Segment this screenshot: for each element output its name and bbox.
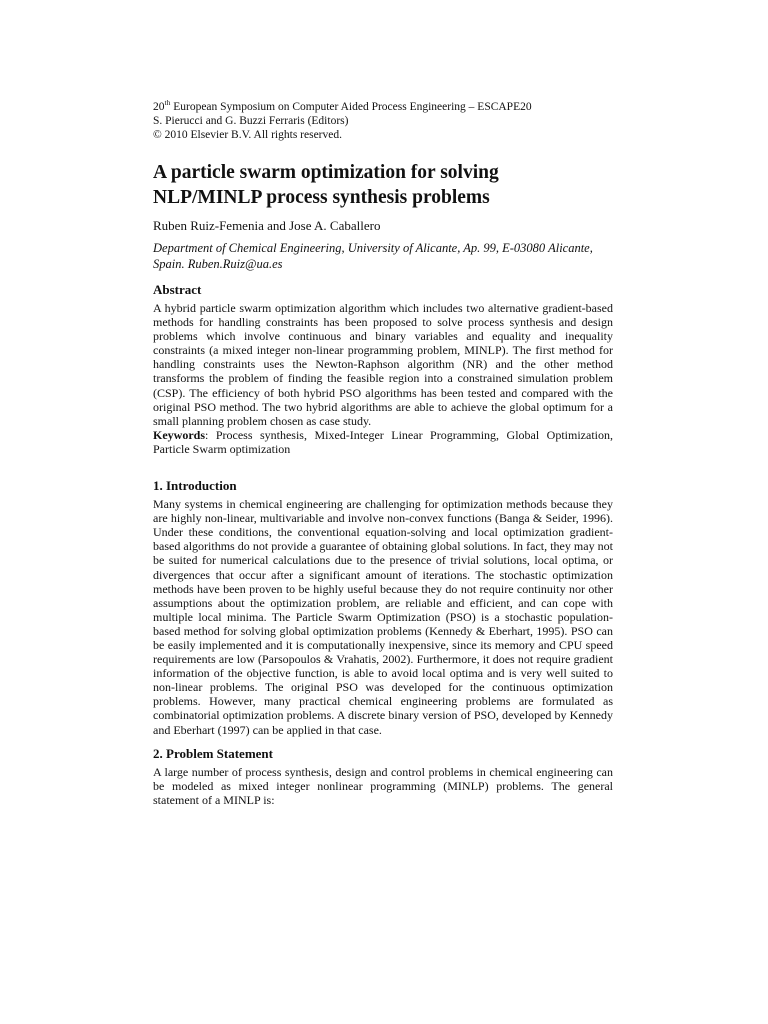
introduction-text: Many systems in chemical engineering are challenging for optimization methods because they are highly non-linear, multivariable and involve non-convex functions (Banga & Seider, 1996). Under these conditions, the conventional equation-solving and local optimization gradient-based algorithms do not provide a guarantee of obtaining global solutions. In fact, they may not be suited for numerical calculations due to the presence of trivial solutions, local optima, or divergences that occur after a significant amount of iterations. The stochastic optimization methods have been proven to be highly useful because they do not require continuity nor other assumptions about the optimization problem, are reliable and efficient, and can cope with multiple local minima. The Particle Swarm Optimization (PSO) is a stochastic population-based method for solving global optimization problems (Kennedy & Eberhart, 1995). PSO can be easily implemented and it is computationally inexpensive, since its memory and CPU speed requirements are low (Parsopoulos & Vrahatis, 2002). Furthermore, it does not require gradient information of the objective function, is able to avoid local optima and is very well suited to non-linear problems. The original PSO was developed for the continuous optimization problems. However, many practical chemical engineering problems are formulated as combinatorial optimization problems. A discrete binary version of PSO, developed by Kennedy and Eberhart (1997) can be applied in that case.	[153, 497, 613, 737]
keywords-text: : Process synthesis, Mixed-Integer Linear Programming, Global Optimization, Particle Swarm optimization	[153, 427, 613, 456]
abstract-text: A hybrid particle swarm optimization algorithm which includes two alternative gradient-based methods for handling constraints has been proposed to solve process synthesis and design problems which involve continuous and binary variables and equality and inequality constraints (a mixed integer non-linear programming problem, MINLP). The first method for handling constraints uses the Newton-Raphson algorithm (NR) and the other method transforms the problem of finding the feasible region into a constrained simulation problem (CSP). The efficiency of both hybrid PSO algorithms has been tested and compared with the original PSO method. The two hybrid algorithms are able to achieve the global optimum for a small planning problem chosen as case study.	[153, 301, 613, 428]
conference-name: European Symposium on Computer Aided Process Engineering – ESCAPE20	[170, 101, 532, 113]
conference-header	[153, 100, 613, 142]
introduction-heading: 1. Introduction	[153, 478, 237, 494]
title-line-2: NLP/MINLP process synthesis problems	[153, 187, 490, 208]
page-content	[153, 100, 613, 807]
title-line-1: A particle swarm optimization for solving	[153, 162, 499, 183]
editors-line: S. Pierucci and G. Buzzi Ferraris (Editors)	[153, 115, 349, 127]
conference-line	[153, 100, 613, 114]
affiliation-line-2: Spain. Ruben.Ruiz@ua.es	[153, 257, 283, 271]
affiliation-line-1: Department of Chemical Engineering, University of Alicante, Ap. 99, E-03080 Alicante,	[153, 241, 593, 255]
affiliation	[153, 240, 613, 272]
keywords	[153, 428, 613, 456]
abstract-heading: Abstract	[153, 282, 202, 297]
paper-title	[153, 160, 613, 210]
authors: Ruben Ruiz-Femenia and Jose A. Caballero	[153, 218, 381, 233]
conference-ordinal-suffix: th	[164, 98, 171, 108]
problem-statement-heading: 2. Problem Statement	[153, 745, 273, 761]
copyright-line: © 2010 Elsevier B.V. All rights reserved.	[153, 129, 342, 141]
problem-statement-text: A large number of process synthesis, design and control problems in chemical engineering can be modeled as mixed integer nonlinear programming (MINLP) problems. The general statement of a MINLP is:	[153, 764, 613, 807]
conference-ordinal: 20	[153, 101, 165, 113]
keywords-label: Keywords	[153, 427, 205, 442]
